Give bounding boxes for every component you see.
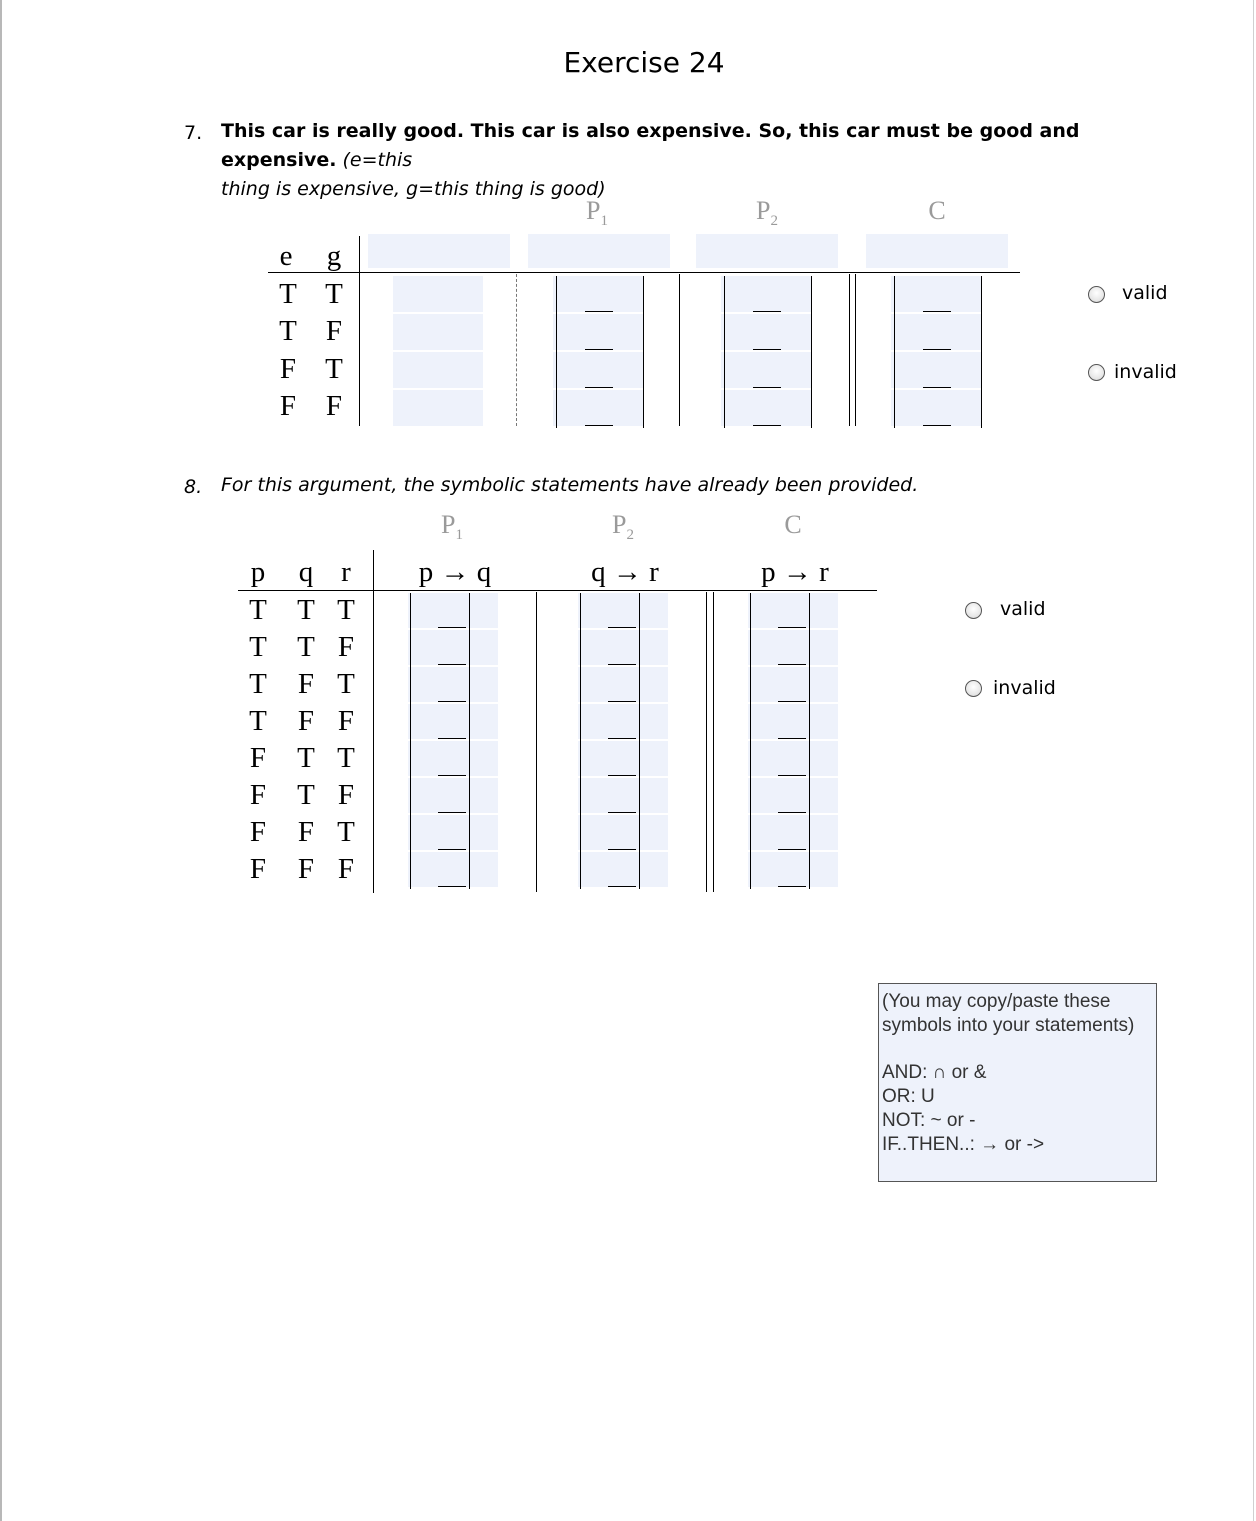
q8-answer-field[interactable] bbox=[408, 778, 498, 813]
field-comb-tick bbox=[811, 276, 812, 314]
field-underline bbox=[438, 849, 466, 850]
field-underline bbox=[778, 701, 806, 702]
field-underline bbox=[585, 387, 613, 388]
q7-valid-radio[interactable] bbox=[1088, 286, 1105, 303]
q7-answer-field[interactable] bbox=[891, 390, 981, 426]
field-comb-tick bbox=[981, 276, 982, 314]
q7-cell: T bbox=[325, 278, 343, 310]
q8-answer-field[interactable] bbox=[748, 593, 838, 628]
field-comb-tick bbox=[643, 390, 644, 428]
field-comb-tick bbox=[556, 352, 557, 390]
q8-answer-field[interactable] bbox=[578, 741, 668, 776]
q8-answer-field[interactable] bbox=[748, 778, 838, 813]
field-comb-tick bbox=[410, 667, 411, 704]
q8-cell: T bbox=[337, 816, 355, 848]
q8-answer-field[interactable] bbox=[408, 852, 498, 887]
q8-col-divider bbox=[536, 592, 537, 892]
field-comb-tick bbox=[639, 778, 640, 815]
q7-answer-field[interactable] bbox=[553, 352, 643, 388]
q8-cell: F bbox=[249, 742, 267, 774]
q8-header-c: C bbox=[784, 510, 802, 539]
field-comb-tick bbox=[556, 276, 557, 314]
field-comb-tick bbox=[469, 741, 470, 778]
field-underline bbox=[438, 775, 466, 776]
field-comb-tick bbox=[981, 352, 982, 390]
field-comb-tick bbox=[809, 704, 810, 741]
field-comb-tick bbox=[750, 704, 751, 741]
field-underline bbox=[608, 738, 636, 739]
q8-cell: F bbox=[337, 853, 355, 885]
field-comb-tick bbox=[643, 314, 644, 352]
q8-answer-field[interactable] bbox=[578, 778, 668, 813]
field-comb-tick bbox=[580, 593, 581, 630]
field-underline bbox=[753, 425, 781, 426]
q8-answer-field[interactable] bbox=[578, 852, 668, 887]
field-comb-tick bbox=[981, 390, 982, 428]
field-underline bbox=[923, 425, 951, 426]
q8-cell: T bbox=[297, 594, 315, 626]
field-comb-tick bbox=[580, 741, 581, 778]
q8-cell: T bbox=[249, 668, 267, 700]
q7-legend-part1: (e=this bbox=[342, 149, 413, 171]
field-underline bbox=[753, 349, 781, 350]
q8-answer-field[interactable] bbox=[748, 815, 838, 850]
q8-header-rule bbox=[238, 590, 877, 591]
q7-answer-field[interactable] bbox=[721, 276, 811, 312]
q8-answer-field[interactable] bbox=[408, 593, 498, 628]
q8-cell: T bbox=[297, 631, 315, 663]
q8-cell: T bbox=[249, 705, 267, 737]
field-comb-tick bbox=[811, 390, 812, 428]
field-underline bbox=[608, 627, 636, 628]
q8-cell: T bbox=[249, 631, 267, 663]
field-comb-tick bbox=[894, 390, 895, 428]
field-comb-tick bbox=[811, 314, 812, 352]
q7-header-rule bbox=[268, 272, 1020, 273]
field-underline bbox=[923, 387, 951, 388]
q8-cell: T bbox=[337, 668, 355, 700]
q7-answer-field[interactable] bbox=[891, 314, 981, 350]
field-underline bbox=[585, 311, 613, 312]
field-underline bbox=[608, 849, 636, 850]
q7-answer-field[interactable] bbox=[553, 390, 643, 426]
field-comb-tick bbox=[556, 314, 557, 352]
symbols-note-box[interactable] bbox=[878, 983, 1157, 1182]
q8-header-p1: $P_1$ bbox=[441, 510, 463, 544]
field-underline bbox=[608, 812, 636, 813]
symbols-note-and: AND: ∩ or & bbox=[882, 1062, 987, 1083]
q7-answer-field[interactable] bbox=[891, 276, 981, 312]
q7-header-p2: $P_2$ bbox=[756, 196, 778, 230]
field-underline bbox=[778, 812, 806, 813]
field-comb-tick bbox=[809, 741, 810, 778]
q8-answer-field[interactable] bbox=[408, 667, 498, 702]
q8-var-r: r bbox=[341, 556, 351, 588]
field-comb-tick bbox=[410, 704, 411, 741]
q8-cell: F bbox=[297, 668, 315, 700]
q8-answer-field[interactable] bbox=[748, 741, 838, 776]
q7-answer-field[interactable] bbox=[721, 390, 811, 426]
symbols-note-ifthen: IF..THEN..: → or -> bbox=[882, 1134, 1045, 1155]
q7-argument-text: This car is really good. This car is also expensive. So, this car must be good and expensive. bbox=[221, 120, 1080, 171]
q8-header-p2: $P_2$ bbox=[612, 510, 634, 544]
field-underline bbox=[778, 849, 806, 850]
field-comb-tick bbox=[556, 390, 557, 428]
field-comb-tick bbox=[724, 352, 725, 390]
field-comb-tick bbox=[639, 667, 640, 704]
field-comb-tick bbox=[639, 815, 640, 852]
field-underline bbox=[608, 701, 636, 702]
field-underline bbox=[778, 738, 806, 739]
field-comb-tick bbox=[750, 778, 751, 815]
q8-variable-divider bbox=[373, 550, 374, 893]
q8-var-p: p bbox=[250, 556, 266, 588]
field-comb-tick bbox=[469, 704, 470, 741]
field-comb-tick bbox=[750, 593, 751, 630]
q7-statement-input-c[interactable] bbox=[866, 234, 1008, 268]
field-comb-tick bbox=[639, 852, 640, 889]
q8-conclusion-divider-a bbox=[706, 592, 707, 892]
q7-conclusion-divider-b bbox=[855, 274, 856, 426]
field-comb-tick bbox=[639, 704, 640, 741]
field-comb-tick bbox=[580, 667, 581, 704]
field-comb-tick bbox=[724, 314, 725, 352]
q8-answer-field[interactable] bbox=[578, 704, 668, 739]
q7-answer-field[interactable] bbox=[891, 352, 981, 388]
field-underline bbox=[608, 886, 636, 887]
q8-cell: F bbox=[337, 705, 355, 737]
q8-cell: T bbox=[297, 779, 315, 811]
field-comb-tick bbox=[469, 778, 470, 815]
q8-statement-c: p → r bbox=[761, 556, 829, 588]
field-comb-tick bbox=[750, 852, 751, 889]
q8-valid-label: valid bbox=[1000, 598, 1046, 620]
q7-var-e: e bbox=[279, 240, 293, 272]
symbols-note-intro: (You may copy/paste these symbols into your statements) bbox=[882, 991, 1135, 1036]
q8-cell: F bbox=[297, 705, 315, 737]
field-comb-tick bbox=[469, 852, 470, 889]
q7-cell: T bbox=[279, 315, 297, 347]
field-underline bbox=[923, 311, 951, 312]
q8-answer-field[interactable] bbox=[578, 593, 668, 628]
q7-header-p1: $P_1$ bbox=[586, 196, 608, 230]
field-comb-tick bbox=[410, 778, 411, 815]
field-comb-tick bbox=[469, 593, 470, 630]
field-comb-tick bbox=[894, 314, 895, 352]
field-comb-tick bbox=[580, 704, 581, 741]
field-comb-tick bbox=[809, 667, 810, 704]
symbols-note-not: NOT: ~ or - bbox=[882, 1110, 976, 1131]
field-comb-tick bbox=[724, 276, 725, 314]
q7-statement-input-p1[interactable] bbox=[528, 234, 670, 268]
q8-answer-field[interactable] bbox=[748, 630, 838, 665]
q8-cell: F bbox=[249, 853, 267, 885]
field-underline bbox=[778, 775, 806, 776]
field-comb-tick bbox=[410, 630, 411, 667]
q7-valid-label: valid bbox=[1122, 282, 1168, 304]
q8-answer-field[interactable] bbox=[578, 630, 668, 665]
field-comb-tick bbox=[469, 630, 470, 667]
q8-cell: F bbox=[297, 816, 315, 848]
field-underline bbox=[923, 349, 951, 350]
q8-cell: T bbox=[337, 594, 355, 626]
q8-answer-field[interactable] bbox=[578, 815, 668, 850]
q7-cell: F bbox=[325, 390, 343, 422]
field-comb-tick bbox=[809, 852, 810, 889]
field-underline bbox=[585, 349, 613, 350]
q8-valid-radio[interactable] bbox=[965, 602, 982, 619]
q7-answer-field[interactable] bbox=[393, 352, 483, 388]
q7-variable-divider bbox=[359, 236, 360, 426]
q7-col-divider-2 bbox=[679, 274, 680, 426]
field-comb-tick bbox=[750, 630, 751, 667]
q7-invalid-radio[interactable] bbox=[1088, 364, 1105, 381]
symbols-note-or: OR: U bbox=[882, 1086, 935, 1107]
field-comb-tick bbox=[469, 815, 470, 852]
q7-legend-part2: thing is expensive, g=this thing is good) bbox=[221, 178, 606, 200]
field-underline bbox=[438, 664, 466, 665]
q8-answer-field[interactable] bbox=[748, 852, 838, 887]
field-underline bbox=[608, 664, 636, 665]
q8-cell: T bbox=[337, 742, 355, 774]
field-comb-tick bbox=[410, 815, 411, 852]
field-comb-tick bbox=[643, 352, 644, 390]
field-comb-tick bbox=[809, 630, 810, 667]
q7-cell: F bbox=[325, 315, 343, 347]
q7-statement-input-1[interactable] bbox=[368, 234, 510, 268]
q7-answer-field[interactable] bbox=[393, 390, 483, 426]
field-comb-tick bbox=[750, 815, 751, 852]
field-comb-tick bbox=[750, 741, 751, 778]
page-title: Exercise 24 bbox=[563, 46, 725, 79]
field-comb-tick bbox=[894, 352, 895, 390]
field-comb-tick bbox=[580, 778, 581, 815]
q7-number: 7. bbox=[184, 122, 203, 144]
field-comb-tick bbox=[639, 741, 640, 778]
q7-conclusion-divider-a bbox=[849, 274, 850, 426]
field-comb-tick bbox=[410, 593, 411, 630]
field-underline bbox=[778, 664, 806, 665]
field-underline bbox=[438, 812, 466, 813]
field-comb-tick bbox=[580, 630, 581, 667]
q7-answer-field[interactable] bbox=[553, 314, 643, 350]
q8-cell: F bbox=[337, 779, 355, 811]
q8-invalid-label: invalid bbox=[993, 677, 1056, 699]
q8-answer-field[interactable] bbox=[408, 741, 498, 776]
field-comb-tick bbox=[410, 852, 411, 889]
field-comb-tick bbox=[811, 352, 812, 390]
field-comb-tick bbox=[580, 852, 581, 889]
field-underline bbox=[753, 311, 781, 312]
q7-invalid-label: invalid bbox=[1114, 361, 1177, 383]
field-comb-tick bbox=[639, 630, 640, 667]
q8-statement-p1: p → q bbox=[418, 556, 492, 588]
q7-answer-field[interactable] bbox=[721, 352, 811, 388]
q8-cell: F bbox=[249, 816, 267, 848]
q8-answer-field[interactable] bbox=[408, 630, 498, 665]
field-comb-tick bbox=[894, 276, 895, 314]
field-comb-tick bbox=[809, 593, 810, 630]
field-underline bbox=[753, 387, 781, 388]
q8-cell: T bbox=[297, 742, 315, 774]
field-comb-tick bbox=[809, 815, 810, 852]
field-comb-tick bbox=[724, 390, 725, 428]
q8-cell: T bbox=[249, 594, 267, 626]
field-underline bbox=[608, 775, 636, 776]
q7-cell: F bbox=[279, 390, 297, 422]
q8-answer-field[interactable] bbox=[578, 667, 668, 702]
q8-conclusion-divider-b bbox=[713, 592, 714, 892]
q7-answer-field[interactable] bbox=[393, 276, 483, 312]
q8-number: 8. bbox=[184, 476, 203, 498]
field-underline bbox=[438, 886, 466, 887]
q7-col-divider-1 bbox=[516, 274, 517, 426]
field-underline bbox=[438, 701, 466, 702]
field-comb-tick bbox=[639, 593, 640, 630]
q7-cell: T bbox=[325, 353, 343, 385]
field-underline bbox=[778, 886, 806, 887]
q8-answer-field[interactable] bbox=[748, 667, 838, 702]
q7-statement-input-p2[interactable] bbox=[696, 234, 838, 268]
q8-statement-p2: q → r bbox=[591, 556, 659, 588]
q8-answer-field[interactable] bbox=[748, 704, 838, 739]
q8-invalid-radio[interactable] bbox=[965, 680, 982, 697]
field-comb-tick bbox=[643, 276, 644, 314]
field-underline bbox=[585, 425, 613, 426]
field-comb-tick bbox=[809, 778, 810, 815]
field-underline bbox=[438, 627, 466, 628]
field-comb-tick bbox=[981, 314, 982, 352]
q7-var-g: g bbox=[326, 240, 342, 272]
q8-answer-field[interactable] bbox=[408, 815, 498, 850]
q8-var-q: q bbox=[298, 556, 314, 588]
field-comb-tick bbox=[469, 667, 470, 704]
q8-cell: F bbox=[297, 853, 315, 885]
field-underline bbox=[438, 738, 466, 739]
q7-answer-field[interactable] bbox=[393, 314, 483, 350]
q8-cell: F bbox=[337, 631, 355, 663]
q8-answer-field[interactable] bbox=[408, 704, 498, 739]
q7-prompt bbox=[221, 117, 1181, 204]
q8-cell: F bbox=[249, 779, 267, 811]
q7-answer-field[interactable] bbox=[553, 276, 643, 312]
field-comb-tick bbox=[580, 815, 581, 852]
field-comb-tick bbox=[750, 667, 751, 704]
field-underline bbox=[778, 627, 806, 628]
q7-cell: F bbox=[279, 353, 297, 385]
q7-answer-field[interactable] bbox=[721, 314, 811, 350]
q7-cell: T bbox=[279, 278, 297, 310]
q8-prompt: For this argument, the symbolic statements have already been provided. bbox=[221, 474, 919, 496]
field-comb-tick bbox=[410, 741, 411, 778]
q7-header-c: C bbox=[928, 196, 946, 225]
